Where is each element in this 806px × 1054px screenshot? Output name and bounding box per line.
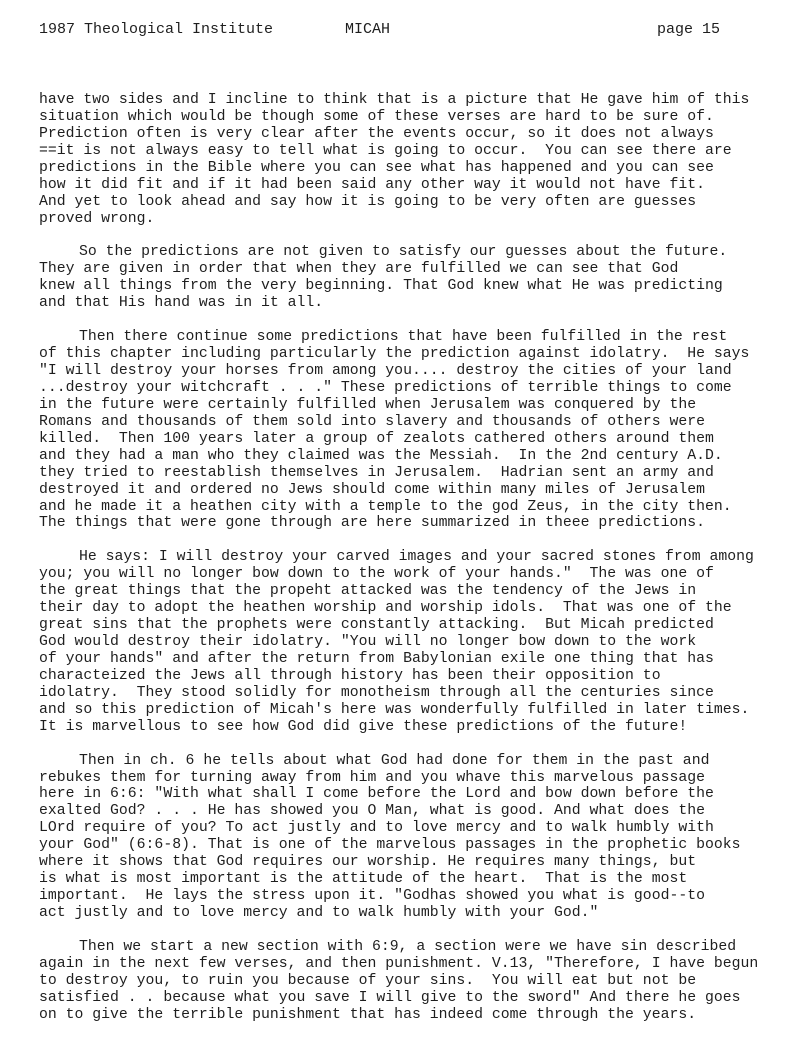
text-line: And yet to look ahead and say how it is going to be very often are guesses — [39, 193, 697, 210]
text-line: and they had a man who they claimed was the Messiah. In the 2nd century A.D. — [39, 447, 723, 464]
text-line: The things that were gone through are here summarized in theee predictions. — [39, 515, 705, 532]
text-line: God would destroy their idolatry. "You will no longer bow down to the work — [39, 634, 697, 650]
text-line: the great things that the propeht attacked was the tendency of the Jews in — [39, 583, 697, 600]
paragraph — [39, 92, 779, 228]
text-line: and he made it a heathen city with a temple to the god Zeus, in the city then. — [39, 498, 732, 515]
text-line: Then there continue some predictions that have been fulfilled in the rest — [79, 329, 728, 346]
text-line: satisfied . . because what you save I will give to the sword" And there he goes — [39, 989, 741, 1006]
text-line: destroyed it and ordered no Jews should come within many miles of Jerusalem — [39, 481, 705, 498]
text-line: their day to adopt the heathen worship and worship idols. That was one of the — [39, 600, 732, 617]
text-line: "I will destroy your horses from among you.... destroy the cities of your land — [39, 363, 732, 379]
text-line: killed. Then 100 years later a group of zealots cathered others around them — [39, 430, 714, 447]
text-line: ...destroy your witchcraft . . ." These predictions of terrible things to come — [39, 379, 732, 396]
text-line: proved wrong. — [39, 210, 155, 227]
text-line: is what is most important is the attitude of the heart. That is the most — [39, 871, 688, 888]
text-line: rebukes them for turning away from him and you whave this marvelous passage — [39, 769, 705, 786]
text-line: and that His hand was in it all. — [39, 295, 324, 312]
paragraph — [39, 939, 779, 1024]
text-line: knew all things from the very beginning. That God knew what He was predicting — [39, 278, 723, 295]
paragraph — [39, 753, 779, 922]
text-line: again in the next few verses, and then punishment. V.13, "Therefore, I have begun — [39, 955, 759, 972]
header-title: MICAH — [345, 21, 391, 38]
text-line: idolatry. They stood solidly for monotheism through all the centuries since — [39, 684, 714, 701]
text-line: great sins that the prophets were constantly attacking. But Micah predicted — [39, 617, 714, 634]
text-line: Romans and thousands of them sold into slavery and thousands of others were — [39, 413, 705, 430]
page-number: page 15 — [657, 21, 721, 38]
header-institute: 1987 Theological Institute — [39, 21, 274, 38]
paragraph — [39, 329, 779, 532]
text-line: of this chapter including particularly the prediction against idolatry. He says — [39, 346, 750, 363]
text-line: It is marvellous to see how God did give these predictions of the future! — [39, 718, 688, 735]
text-line: situation which would be though some of these verses are hard to be sure of. — [39, 108, 714, 125]
text-line: how it did fit and if it had been said any other way it would not have fit. — [39, 176, 705, 193]
text-line: characteized the Jews all through history has been their opposition to — [39, 667, 661, 684]
text-line: act justly and to love mercy and to walk humbly with your God." — [39, 905, 599, 921]
text-line: your God" (6:6-8). That is one of the marvelous passages in the prophetic books — [39, 837, 741, 854]
document-body — [39, 92, 779, 1041]
text-line: to destroy you, to ruin you because of your sins. You will eat but not be — [39, 972, 697, 989]
text-line: predictions in the Bible where you can see what has happened and you can see — [39, 159, 714, 176]
text-line: ==it is not always easy to tell what is going to occur. You can see there are — [39, 142, 732, 159]
text-line: important. He lays the stress upon it. "Godhas showed you what is good--to — [39, 888, 705, 905]
text-line: He says: I will destroy your carved images and your sacred stones from among — [79, 549, 754, 566]
text-line: LOrd require of you? To act justly and to love mercy and to walk humbly with — [39, 820, 714, 837]
text-line: So the predictions are not given to satisfy our guesses about the future. — [79, 244, 728, 261]
text-line: Then in ch. 6 he tells about what God had done for them in the past and — [79, 752, 710, 769]
text-line: of your hands" and after the return from Babylonian exile one thing that has — [39, 650, 714, 667]
text-line: they tried to reestablish themselves in Jerusalem. Hadrian sent an army and — [39, 464, 714, 481]
paragraph — [39, 244, 779, 312]
text-line: you; you will no longer bow down to the work of your hands." The was one of — [39, 566, 714, 583]
text-line: and so this prediction of Micah's here was wonderfully fulfilled in later times. — [39, 701, 750, 718]
text-line: where it shows that God requires our worship. He requires many things, but — [39, 854, 697, 871]
text-line: in the future were certainly fulfilled when Jerusalem was conquered by the — [39, 396, 697, 413]
text-line: on to give the terrible punishment that has indeed come through the years. — [39, 1006, 697, 1023]
paragraph — [39, 549, 779, 735]
text-line: Prediction often is very clear after the events occur, so it does not always — [39, 125, 714, 142]
text-line: They are given in order that when they are fulfilled we can see that God — [39, 261, 679, 278]
text-line: have two sides and I incline to think that is a picture that He gave him of this — [39, 92, 750, 108]
text-line: here in 6:6: "With what shall I come before the Lord and bow down before the — [39, 786, 714, 803]
text-line: exalted God? . . . He has showed you O Man, what is good. And what does the — [39, 803, 705, 820]
text-line: Then we start a new section with 6:9, a section were we have sin described — [79, 938, 737, 955]
